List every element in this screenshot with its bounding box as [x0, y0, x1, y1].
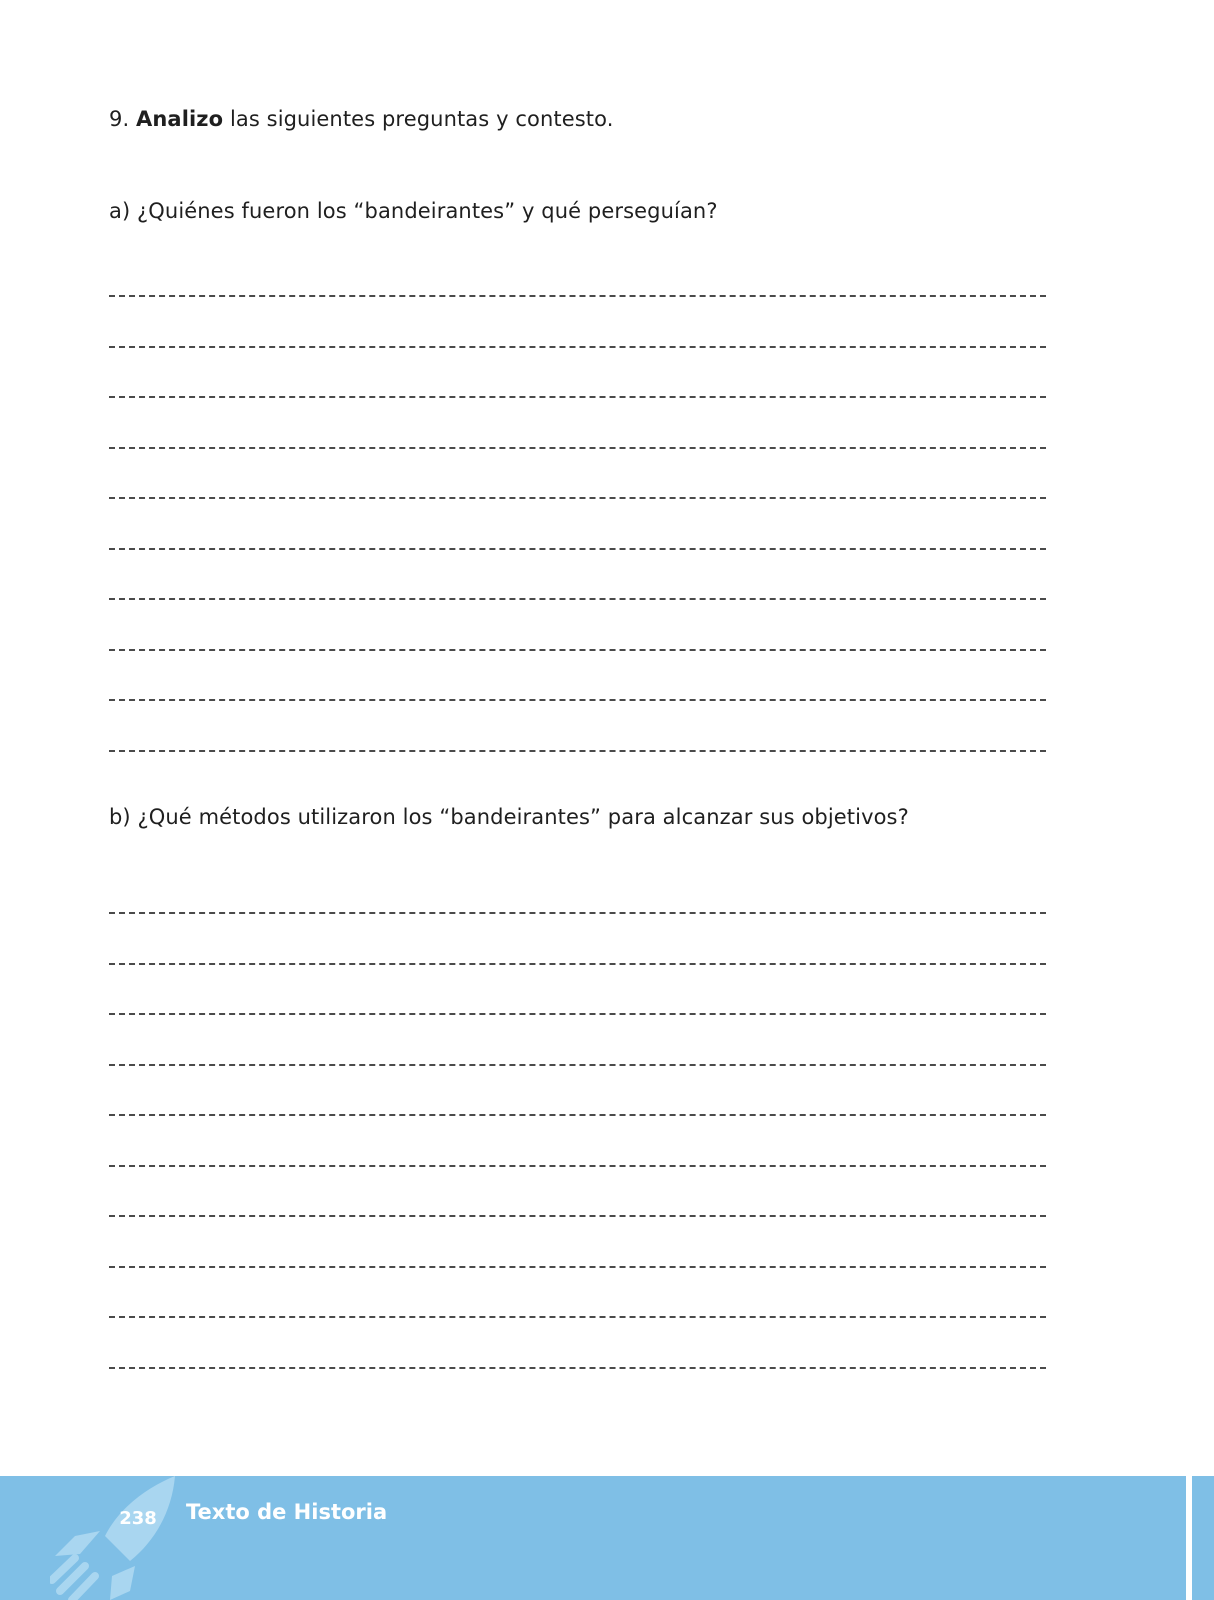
answer-line[interactable] — [109, 1367, 1046, 1369]
question-b: b) ¿Qué métodos utilizaron los “bandeirantes” para alcanzar sus objetivos? — [109, 805, 909, 829]
answer-line[interactable] — [109, 649, 1046, 651]
answer-line[interactable] — [109, 1064, 1046, 1066]
answer-line[interactable] — [109, 1316, 1046, 1318]
answer-line[interactable] — [109, 598, 1046, 600]
answer-line[interactable] — [109, 548, 1046, 550]
answer-line[interactable] — [109, 396, 1046, 398]
answer-line[interactable] — [109, 447, 1046, 449]
footer-edge-tab — [1186, 1476, 1214, 1600]
instruction — [109, 107, 614, 131]
answer-line[interactable] — [109, 699, 1046, 701]
answer-line[interactable] — [109, 1266, 1046, 1268]
answer-line[interactable] — [109, 1114, 1046, 1116]
answer-line[interactable] — [109, 497, 1046, 499]
answer-line[interactable] — [109, 1165, 1046, 1167]
footer-title: Texto de Historia — [186, 1500, 388, 1524]
answer-line[interactable] — [109, 912, 1046, 914]
question-a: a) ¿Quiénes fueron los “bandeirantes” y qué perseguían? — [109, 199, 718, 223]
instruction-number: 9. — [109, 107, 130, 131]
answer-line[interactable] — [109, 963, 1046, 965]
rocket-icon — [50, 1476, 190, 1600]
page-number: 238 — [119, 1508, 157, 1529]
answer-line[interactable] — [109, 295, 1046, 297]
answer-line[interactable] — [109, 1013, 1046, 1015]
answer-line[interactable] — [109, 1215, 1046, 1217]
answer-line[interactable] — [109, 346, 1046, 348]
instruction-text: las siguientes preguntas y contesto. — [229, 107, 614, 131]
instruction-keyword: Analizo — [136, 107, 224, 131]
answer-line[interactable] — [109, 750, 1046, 752]
